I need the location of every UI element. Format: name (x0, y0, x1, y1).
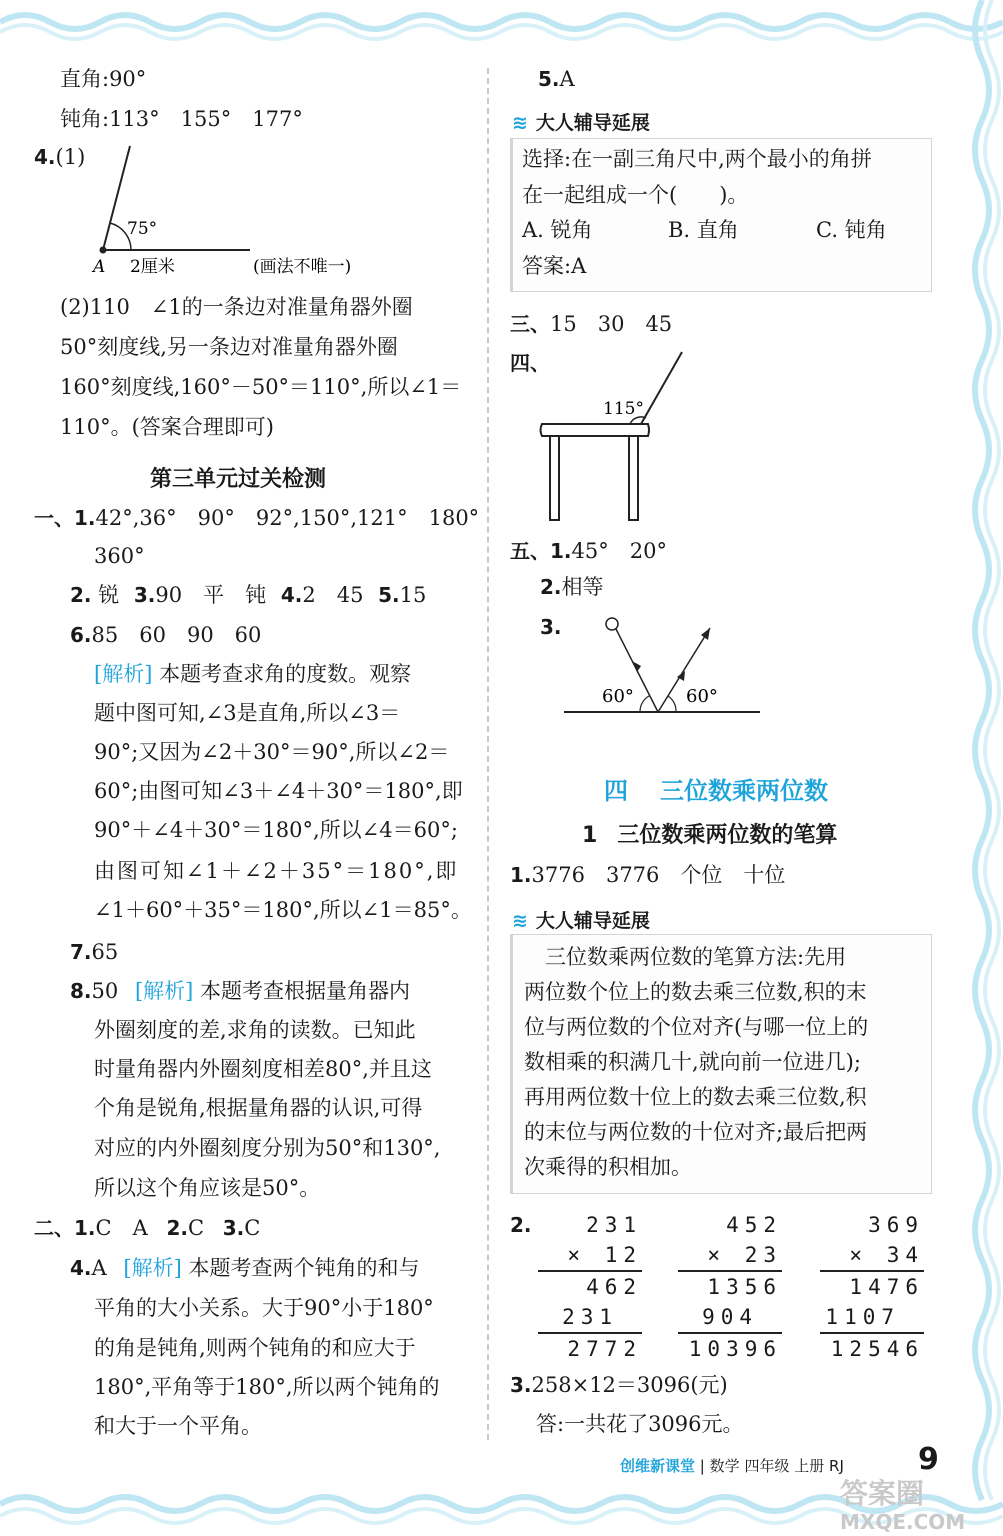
right-angle-answer: 直角:90° (60, 67, 147, 91)
lesson1-title: 三位数乘两位数的笔算 (617, 823, 838, 848)
ext2-line-2: 两位数个位上的数去乘三位数,积的末 (524, 980, 867, 1004)
footer-subject: 数学 (709, 1457, 740, 1475)
s2-q4-analysis-text-1: 本题考查两个钝角的和与 (188, 1256, 420, 1280)
s4-label: 四、 (510, 351, 550, 375)
l1-q1-line (510, 860, 785, 890)
q6-analysis-line-2: 题中图可知,∠3是直角,所以∠3＝ (94, 701, 401, 725)
column-divider (487, 68, 489, 1440)
s5-q1-line (510, 536, 667, 566)
table-angle-label: 115° (603, 399, 644, 419)
ext1-line-1: 选择:在一副三角尺中,两个最小的角拼 (522, 147, 872, 171)
s1-q4-answer: 2 45 (302, 583, 364, 607)
analysis-tag: [解析] (134, 979, 194, 1003)
s1-q1-line (34, 503, 479, 533)
reflect-right-label: 60° (686, 686, 718, 707)
s1-q3-number: 3. (133, 583, 156, 607)
table-figure (536, 346, 696, 524)
q5-number: 5. (538, 67, 560, 91)
multiplication-3 (820, 1210, 924, 1364)
q4-part2-line-4: 110°。(答案合理即可) (60, 415, 274, 439)
s1-q7-answer: 65 (91, 940, 119, 964)
s2-q1-answer: C A (95, 1216, 148, 1240)
ext2-line-7: 次乘得的积相加。 (524, 1155, 692, 1179)
series-name: 创维新课堂 (620, 1457, 696, 1475)
s2-q2-answer: C (187, 1216, 205, 1240)
q8-analysis-line-6: 所以这个角应该是50°。 (94, 1176, 321, 1200)
q6-analysis-line-6: 由图可知∠1＋∠2＋35°＝180°,即 (94, 859, 459, 883)
mult1-partial-1: 462 (586, 1275, 642, 1299)
s5-label: 五、1. (510, 539, 572, 563)
s5-q3-number: 3. (540, 615, 562, 639)
lesson1-number: 1 (582, 823, 598, 848)
q6-analysis-line-3: 90°;又因为∠2＋30°＝90°,所以∠2＝ (94, 740, 450, 764)
s2-q4-analysis-line-3: 的角是钝角,则两个钝角的和应大于 (94, 1336, 416, 1360)
s1-q5-answer: 15 (399, 583, 427, 607)
footer-grade: 四年级 (744, 1457, 790, 1475)
q4-number: 4. (34, 145, 56, 169)
ext2-line-4: 数相乘的积满几十,就向前一位进几); (524, 1050, 861, 1074)
watermark-top: 答案圈 (840, 1477, 925, 1510)
q4-line (34, 142, 85, 172)
light-source (606, 618, 618, 630)
l1-q3-equation: 258×12＝3096(元) (531, 1373, 728, 1397)
q6-analysis-line-5: 90°＋∠4＋30°＝180°,所以∠4＝60°; (94, 818, 458, 842)
lesson1-heading (582, 818, 837, 849)
q8-analysis-line-3: 时量角器内外圈刻度相差80°,并且这 (94, 1057, 432, 1081)
mult1-result: 2772 (567, 1337, 642, 1361)
parent-guide-title-2 (512, 906, 650, 933)
ext2-line-6: 的末位与两位数的十位对齐;最后把两 (524, 1120, 868, 1144)
q4-part2-line-1: (2)110 ∠1的一条边对准量角器外圈 (60, 295, 413, 319)
s2-q4-number: 4. (70, 1256, 92, 1280)
vertex-point (100, 247, 107, 254)
mult3-multiplicand: 369 (868, 1213, 924, 1237)
angle-figure (85, 140, 415, 280)
ext1-option-c: C. 钝角 (816, 218, 887, 242)
drawing-note: (画法不唯一) (253, 257, 352, 277)
l1-q3-answer: 答:一共花了3096元。 (536, 1412, 744, 1436)
unit4-number: 四 (604, 777, 628, 805)
s1-q6-number: 6. (70, 623, 92, 647)
ext2-line-1: 三位数乘两位数的笔算方法:先用 (524, 945, 847, 969)
parent-guide-title-2-text: 大人辅导延展 (535, 910, 650, 932)
incident-arrow (632, 661, 641, 672)
s1-q1-answer: 42°,36° 90° 92°,150°,121° 180° (95, 506, 480, 530)
footer-volume: 上册 (794, 1457, 825, 1475)
table-leg-left (550, 436, 559, 520)
obtuse-angle-answer: 钝角:113° 155° 177° (60, 107, 303, 131)
mult1-partial-2: 231 (562, 1305, 618, 1329)
unit4-title: 三位数乘两位数 (660, 777, 828, 805)
s3-line (510, 309, 672, 339)
left-angle-arc (640, 696, 649, 712)
s2-q4-analysis-line-4: 180°,平角等于180°,所以两个钝角的 (94, 1375, 440, 1399)
s2-q2-number: 2. (166, 1216, 188, 1240)
ext2-line-3: 位与两位数的个位对齐(与哪一位上的 (524, 1015, 869, 1039)
right-wave-border (960, 0, 1003, 1536)
mult3-result: 12546 (830, 1337, 924, 1361)
s1-q1-answer-cont: 360° (94, 544, 145, 568)
q6-analysis-line-1 (94, 659, 411, 689)
angle-label: 75° (127, 219, 158, 239)
s1-q3-answer: 90 平 钝 (155, 583, 267, 607)
q4-part2-line-3: 160°刻度线,160°－50°＝110°,所以∠1＝ (60, 375, 462, 399)
s1-q8-answer: 50 (91, 979, 119, 1003)
s5-q2-answer: 相等 (561, 575, 604, 599)
mult3-partial-1: 1476 (849, 1275, 924, 1299)
s2-q3-answer: C (244, 1216, 261, 1240)
s3-label: 三、 (510, 312, 550, 336)
q6-analysis-line-4: 60°;由图可知∠3＋∠4＋30°＝180°,即 (94, 779, 463, 803)
l1-q2-number: 2. (510, 1213, 532, 1237)
s2-label: 二、1. (34, 1216, 96, 1240)
s1-q2-number: 2. (70, 583, 92, 607)
parent-guide-title-text: 大人辅导延展 (535, 112, 650, 134)
mult2-multiplier: × 23 (707, 1243, 782, 1267)
reflection-figure (560, 612, 770, 722)
l1-q1-answer: 3776 3776 个位 十位 (531, 863, 786, 887)
mult2-multiplicand: 452 (726, 1213, 782, 1237)
ext1-answer: 答案:A (522, 254, 587, 278)
q4-part2-line-2: 50°刻度线,另一条边对准量角器外圈 (60, 335, 398, 359)
s5-q1-answer: 45° 20° (571, 539, 667, 563)
s2-q4-line (70, 1253, 419, 1283)
s5-q3-line (540, 612, 562, 642)
ext2-line-5: 再用两位数十位上的数去乘三位数,积 (524, 1085, 867, 1109)
s1-q5-number: 5. (378, 583, 400, 607)
unit4-heading (604, 771, 828, 806)
mult2-result: 10396 (688, 1337, 782, 1361)
s5-q2-line (540, 572, 604, 602)
s2-q4-analysis-line-2: 平角的大小关系。大于90°小于180° (94, 1296, 434, 1320)
analysis-tag: [解析] (94, 662, 153, 686)
footer-edition: RJ (829, 1457, 844, 1475)
mult2-partial-1: 1356 (707, 1275, 782, 1299)
s2-q1-q3-line (34, 1213, 260, 1243)
s1-q2-answer: 锐 (98, 583, 120, 607)
q6-analysis-line-7: ∠1＋60°＋35°＝180°,所以∠1＝85°。 (94, 898, 472, 922)
reflect-left-label: 60° (602, 686, 634, 707)
point-a-label: A (93, 257, 106, 277)
s1-q2-q5-line (70, 580, 426, 610)
right-angle-arc (668, 696, 676, 712)
parent-guide-title (512, 108, 650, 135)
multiplication-2 (678, 1210, 782, 1364)
s3-answer: 15 30 45 (550, 312, 673, 336)
analysis-tag: [解析] (123, 1256, 182, 1280)
mult2-partial-2: 904 (702, 1305, 758, 1329)
table-angle-ray (641, 352, 682, 424)
page-footer (620, 1455, 844, 1476)
l1-q1-number: 1. (510, 863, 532, 887)
q4-part1-label: (1) (55, 145, 86, 169)
s2-q3-number: 3. (222, 1216, 245, 1240)
q8-analysis-line-4: 个角是锐角,根据量角器的认识,可得 (94, 1096, 423, 1120)
ext1-option-a: A. 锐角 (522, 218, 593, 242)
q5-line (538, 64, 575, 94)
l1-q3-number: 3. (510, 1373, 532, 1397)
unit3-title: 第三单元过关检测 (150, 467, 327, 492)
ext1-line-2: 在一起组成一个( )。 (522, 183, 749, 207)
q5-answer: A (559, 67, 575, 91)
mult3-multiplier: × 34 (849, 1243, 924, 1267)
watermark-bottom: MXQE.COM (840, 1510, 966, 1534)
l1-q3-line (510, 1370, 728, 1400)
mult3-partial-2: 1107 (825, 1305, 900, 1329)
wave-icon: ≋ (512, 910, 528, 932)
watermark-logo (840, 1477, 966, 1536)
s1-q4-number: 4. (280, 583, 303, 607)
q8-analysis-line-2: 外圈刻度的差,求角的读数。已知此 (94, 1018, 416, 1042)
page-number: 9 (918, 1442, 939, 1477)
ext1-option-b: B. 直角 (668, 218, 739, 242)
s1-q8-number: 8. (70, 979, 92, 1003)
table-leg-right (629, 436, 638, 520)
s1-q7-number: 7. (70, 940, 92, 964)
s1-q7-line (70, 937, 118, 967)
s2-q4-answer: A (91, 1256, 107, 1280)
table-top (541, 424, 650, 436)
mult1-multiplicand: 231 (586, 1213, 642, 1237)
q8-analysis-text-1: 本题考查根据量角器内 (200, 979, 411, 1003)
s1-q8-line (70, 976, 410, 1006)
q6-analysis-text-1: 本题考查求角的度数。观察 (159, 662, 412, 686)
multiplication-1 (538, 1210, 642, 1364)
s1-q6-answer: 85 60 90 60 (91, 623, 262, 647)
q8-analysis-line-5: 对应的内外圈刻度分别为50°和130°, (94, 1136, 441, 1160)
wave-icon: ≋ (512, 112, 528, 134)
footer-separator: | (699, 1457, 705, 1475)
mult1-multiplier: × 12 (567, 1243, 642, 1267)
reflected-arrow (701, 628, 710, 640)
s5-q2-number: 2. (540, 575, 562, 599)
l1-q2-line (510, 1210, 532, 1240)
length-label: 2厘米 (130, 257, 175, 277)
s1-q6-line (70, 620, 261, 650)
s1-label: 一、1. (34, 506, 96, 530)
s2-q4-analysis-line-5: 和大于一个平角。 (94, 1414, 262, 1438)
top-wave-border (0, 0, 1003, 44)
